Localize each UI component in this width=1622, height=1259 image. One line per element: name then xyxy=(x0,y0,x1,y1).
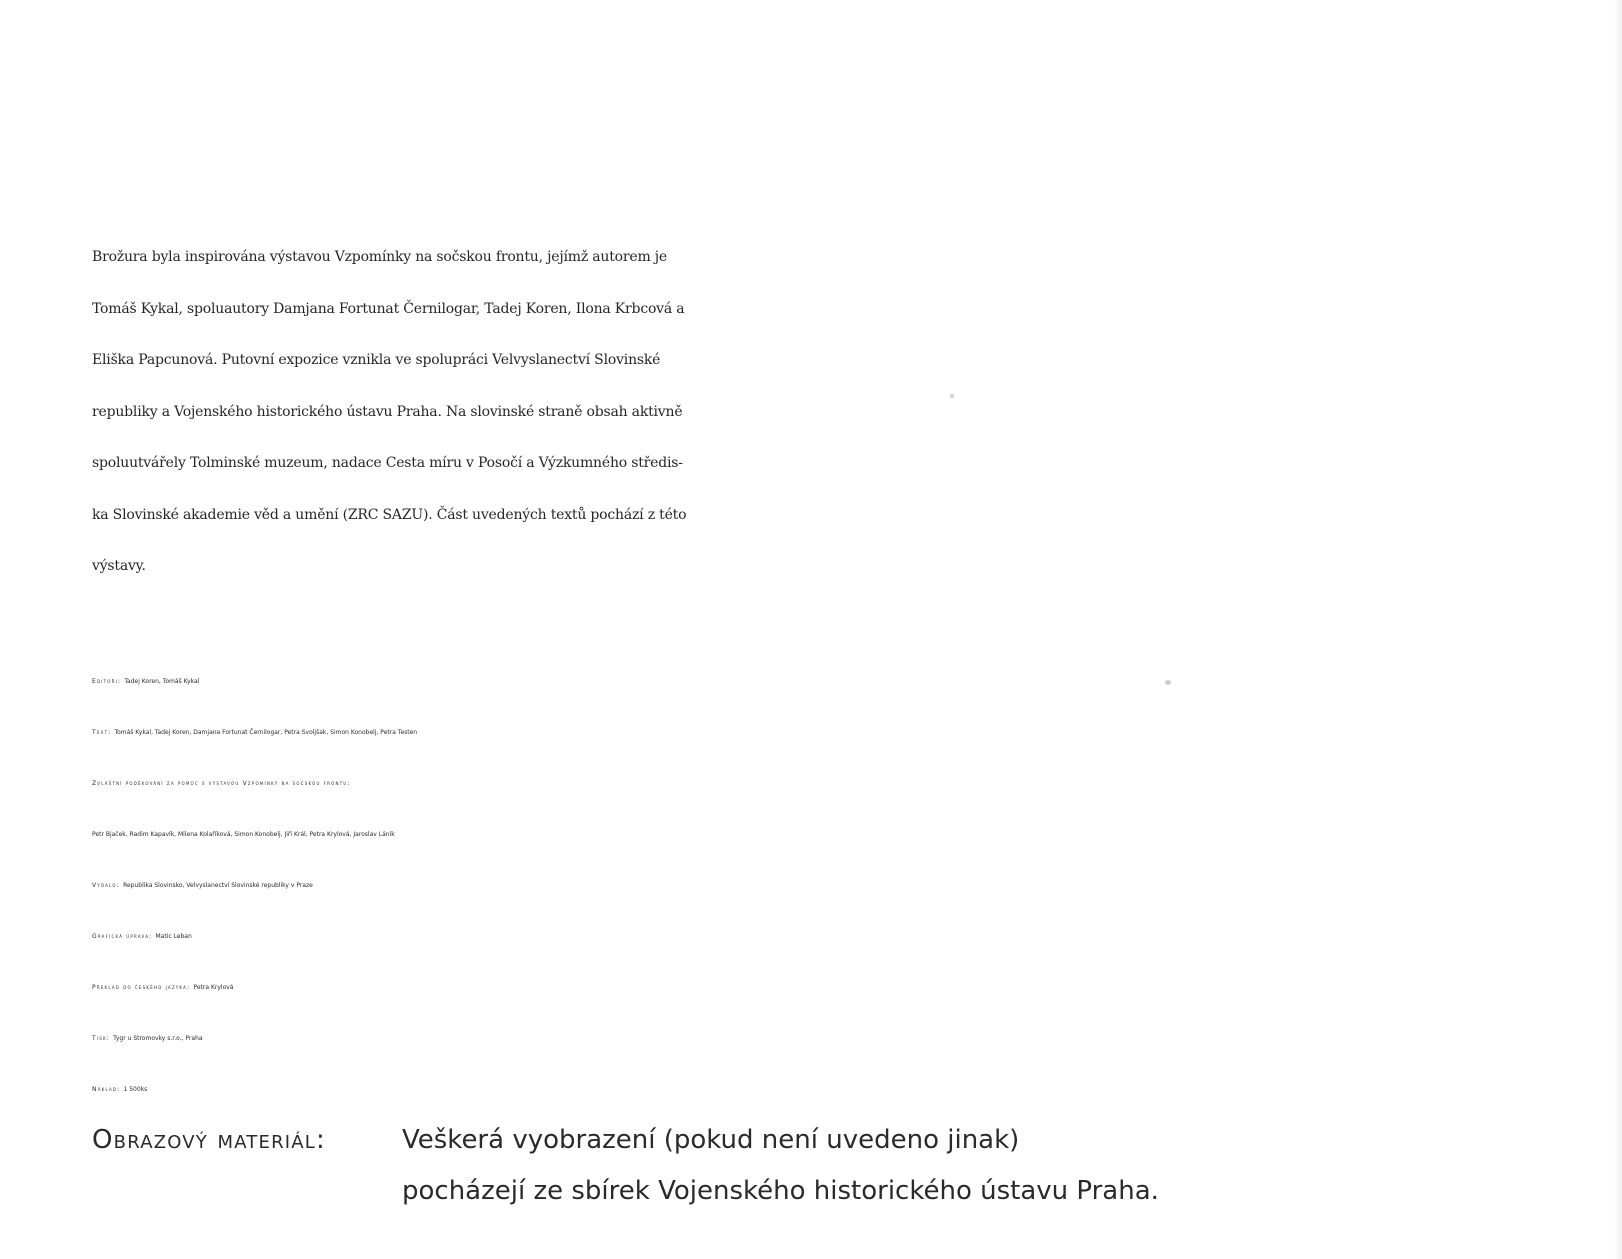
credit-value: Petra Krylová xyxy=(193,984,234,991)
credit-label: Editoři: xyxy=(92,678,125,685)
credit-publisher xyxy=(92,860,1602,911)
credit-editors xyxy=(92,656,1602,707)
credit-run xyxy=(92,1064,1602,1115)
intro-paragraph xyxy=(92,232,1602,593)
credit-print xyxy=(92,1013,1602,1064)
credit-label: Tisk: xyxy=(92,1035,114,1042)
credit-label: Grafická úprava: xyxy=(92,933,156,940)
intro-line: Tomáš Kykal, spoluautory Damjana Fortunat Černilogar, Tadej Koren, Ilona Krbcová a xyxy=(92,300,685,317)
credit-images-value xyxy=(402,1115,1159,1217)
credit-value: 1 500ks xyxy=(123,1086,148,1093)
credit-label: Náklad: xyxy=(92,1086,124,1093)
credit-value: Tadej Koren, Tomáš Kykal xyxy=(124,678,200,685)
intro-line: spoluutvářely Tolminské muzeum, nadace Cesta míru v Posočí a Výzkumného středis- xyxy=(92,455,683,471)
credit-text xyxy=(92,707,1602,758)
credit-label: Zvláštní poděkování za pomoc s výstavou Vzpomínky na sočskou frontu: xyxy=(92,780,351,787)
intro-line: Eliška Papcunová. Putovní expozice vznikla ve spolupráci Velvyslanectví Slovinské xyxy=(92,352,661,368)
credit-value: Tomáš Kykal, Tadej Koren, Damjana Fortunat Černilogar, Petra Svoljšak, Simon Konobelj, Petra Testen xyxy=(114,729,418,736)
intro-line: ka Slovinské akademie věd a umění (ZRC SAZU). Část uvedených textů pochází z této xyxy=(92,506,687,523)
intro-line: Brožura byla inspirována výstavou Vzpomínky na sočskou frontu, jejímž autorem je xyxy=(92,249,668,265)
credit-thanks xyxy=(92,758,1602,809)
credit-translation xyxy=(92,962,1602,1013)
credit-value: Matic Leban xyxy=(155,933,192,940)
credit-value-line: Veškerá vyobrazení (pokud není uvedeno jinak) xyxy=(402,1125,1020,1155)
credit-label: Vydalo: xyxy=(92,882,124,889)
credit-images xyxy=(92,1115,1602,1217)
intro-line: výstavy. xyxy=(92,558,146,574)
intro-line: republiky a Vojenského historického ústavu Praha. Na slovinské straně obsah aktivně xyxy=(92,403,683,420)
credit-design xyxy=(92,911,1602,962)
credit-value-line: pocházejí ze sbírek Vojenského historického ústavu Praha. xyxy=(402,1176,1159,1206)
credit-thanks-names: Petr Bjaček, Radim Kapavík, Milena Kolaříková, Simon Konobelj, Jiří Král, Petra Krylová, Jaroslav Láník xyxy=(92,831,395,838)
credits-section xyxy=(92,656,1602,1217)
credit-label: Text: xyxy=(92,729,115,736)
credit-label: Obrazový materiál: xyxy=(92,1125,326,1155)
credit-value: Republika Slovinsko, Velvyslanectví Slovinské republiky v Praze xyxy=(123,882,313,889)
credit-value: Tygr u Stromovky s.r.o., Praha xyxy=(113,1035,203,1042)
page-edge-shadow xyxy=(1614,0,1622,1259)
credit-label: Překlad do českého jazyka: xyxy=(92,984,194,991)
